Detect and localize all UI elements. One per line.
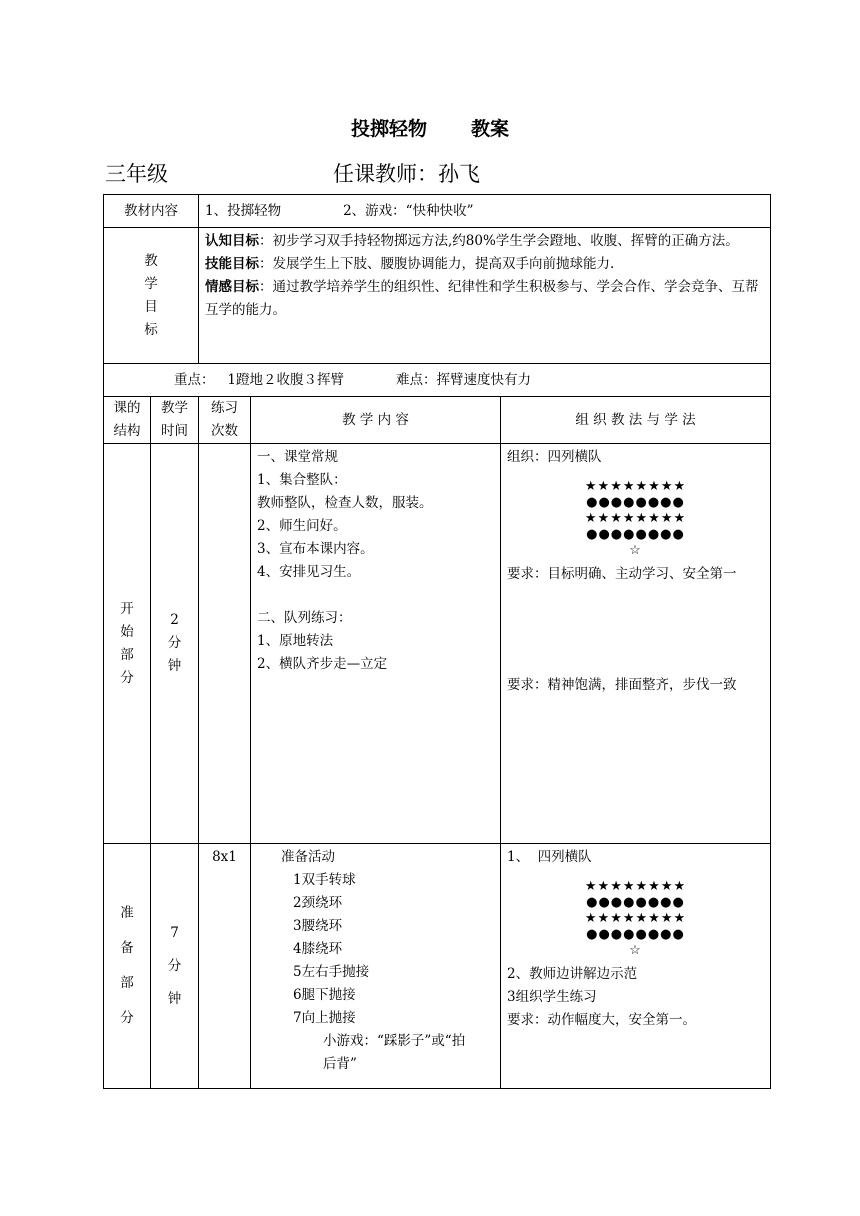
materials-content: [199, 195, 771, 228]
content-line: 3、宣布本课内容。: [257, 541, 374, 557]
header-content: 教 学 内 容: [251, 397, 501, 444]
requirement-1: 要求：目标明确、主动学习、安全第一: [507, 566, 737, 582]
header-text: 结构: [113, 423, 141, 439]
skill-goal-label: 技能目标: [205, 256, 259, 272]
material-item-2: 2、游戏：“快种快收”: [343, 202, 474, 219]
prep-section-count: 8x1: [199, 844, 251, 1089]
lesson-plan-table: [103, 194, 771, 1089]
start-section-content: [251, 444, 501, 844]
difficulty-points: 难点：挥臂速度快有力: [395, 371, 531, 388]
start-section-name: [104, 444, 151, 844]
activity-item: 6腿下抛接: [293, 987, 356, 1003]
teacher-label: 任课教师：孙飞: [333, 162, 480, 186]
cognitive-goal-label: 认知目标: [205, 233, 259, 249]
formation-diagram: [507, 479, 764, 559]
requirement: 要求：动作幅度大，安全第一。: [507, 1012, 696, 1028]
formation-row-dots: ●●●●●●●●: [586, 895, 685, 910]
section-name-char: 分: [120, 669, 134, 686]
content-line: [257, 584, 494, 607]
prep-section-row: [104, 844, 771, 1089]
section-name-char: 准: [120, 905, 134, 921]
cognitive-goal-text: ：初步学习双手持轻物掷远方法,约80%学生学会蹬地、收腹、挥臂的正确方法。: [259, 233, 739, 249]
skill-goal-text: ：发展学生上下肢、腰腹协调能力，提高双手向前抛球能力.: [259, 256, 615, 272]
activity-item: 4膝绕环: [293, 941, 343, 957]
requirement-2: 要求：精神饱满，排面整齐，步伐一致: [507, 677, 737, 693]
prep-section-time: [151, 844, 199, 1089]
title-part-1: 投掷轻物: [350, 118, 427, 140]
section-name-char: 部: [120, 646, 134, 663]
start-section-method: [501, 444, 771, 844]
prep-section-name: [104, 844, 151, 1089]
title-part-2: 教案: [471, 118, 510, 140]
method-step-2: 2、教师边讲解边示范: [507, 966, 638, 982]
method-step-3: 3组织学生练习: [507, 989, 597, 1005]
header-text: 次数: [211, 423, 238, 439]
content-title: 准备活动: [281, 849, 335, 865]
formation-row-dots: ●●●●●●●●: [586, 527, 685, 542]
header-text: 课的: [113, 400, 141, 416]
teacher-position-icon: ☆: [629, 543, 642, 558]
teacher-position-icon: ☆: [629, 943, 642, 958]
formation-row-dots: ●●●●●●●●: [586, 927, 685, 942]
content-line: 教师整队，检查人数，服装。: [257, 495, 433, 511]
header-structure: [104, 397, 151, 444]
game-line: 后背”: [323, 1056, 357, 1072]
organization-title: 1、 四列横队: [507, 849, 592, 865]
materials-row: [104, 195, 771, 228]
section-name-char: 部: [120, 975, 134, 991]
start-section-row: [104, 444, 771, 844]
content-line: 1、集合整队：: [257, 472, 347, 488]
header-text: 练习: [211, 400, 238, 416]
goals-label: [104, 228, 199, 364]
grade-label: 三年级: [105, 162, 168, 186]
content-line: 4、安排见习生。: [257, 564, 361, 580]
prep-section-content: [251, 844, 501, 1089]
column-header-row: [104, 397, 771, 444]
header-time: [151, 397, 199, 444]
formation-row-stars: ★★★★★★★★: [584, 879, 687, 894]
start-section-count: [199, 444, 251, 844]
material-item-1: 1、投掷轻物: [205, 202, 282, 219]
header-text: 时间: [161, 423, 188, 439]
section-name-char: 始: [120, 623, 134, 640]
cognitive-goal: [205, 230, 764, 253]
keypoints-row: [104, 364, 771, 397]
keypoints-content: [104, 364, 771, 397]
activity-item: 5左右手抛接: [293, 964, 370, 980]
game-line: 小游戏：“踩影子”或“拍: [323, 1033, 466, 1049]
goals-label-char: 目: [144, 298, 158, 315]
key-points: 重点： 1蹬地２收腹３挥臂: [174, 371, 344, 388]
section-name-char: 分: [120, 1010, 134, 1026]
time-char: 7: [170, 924, 179, 941]
skill-goal: [205, 253, 764, 276]
time-char: 钟: [167, 658, 182, 674]
materials-label: 教材内容: [104, 195, 199, 228]
activity-item: 2颈绕环: [293, 895, 343, 911]
goals-row: [104, 228, 771, 364]
content-line: 2、师生问好。: [257, 518, 347, 534]
content-line: 2、横队齐步走—立定: [257, 656, 388, 672]
page-title: [0, 114, 860, 141]
goals-label-char: 学: [144, 275, 158, 292]
start-section-time: [151, 444, 199, 844]
formation-diagram: [507, 879, 764, 959]
prep-section-method: [501, 844, 771, 1089]
header-text: 教学: [161, 400, 188, 416]
emotion-goal-label: 情感目标: [205, 279, 259, 295]
activity-item: 7向上抛接: [293, 1010, 356, 1026]
time-char: 钟: [167, 990, 182, 1007]
formation-row-stars: ★★★★★★★★: [584, 911, 687, 926]
time-char: 分: [167, 635, 182, 651]
header-method: 组 织 教 法 与 学 法: [501, 397, 771, 444]
section-name-char: 备: [120, 940, 134, 956]
time-char: 分: [167, 957, 182, 974]
activity-item: 3腰绕环: [293, 918, 343, 934]
goals-label-char: 标: [144, 321, 158, 338]
header-count: [199, 397, 251, 444]
formation-row-stars: ★★★★★★★★: [584, 511, 687, 526]
emotion-goal-text: ：通过教学培养学生的组织性、纪律性和学生积极参与、学会合作、学会竞争、互帮互学的能力。: [205, 279, 759, 318]
formation-row-dots: ●●●●●●●●: [586, 495, 685, 510]
content-line: 一、课堂常规: [257, 449, 338, 465]
content-line: 1、原地转法: [257, 633, 334, 649]
goals-content: [199, 228, 771, 364]
activity-item: 1双手转球: [293, 872, 356, 888]
organization-title: 组织：四列横队: [507, 449, 602, 465]
goals-label-char: 教: [144, 252, 158, 269]
time-char: 2: [170, 612, 179, 628]
emotion-goal: [205, 276, 764, 322]
formation-row-stars: ★★★★★★★★: [584, 479, 687, 494]
content-line: 二、队列练习：: [257, 610, 352, 626]
section-name-char: 开: [120, 600, 134, 617]
